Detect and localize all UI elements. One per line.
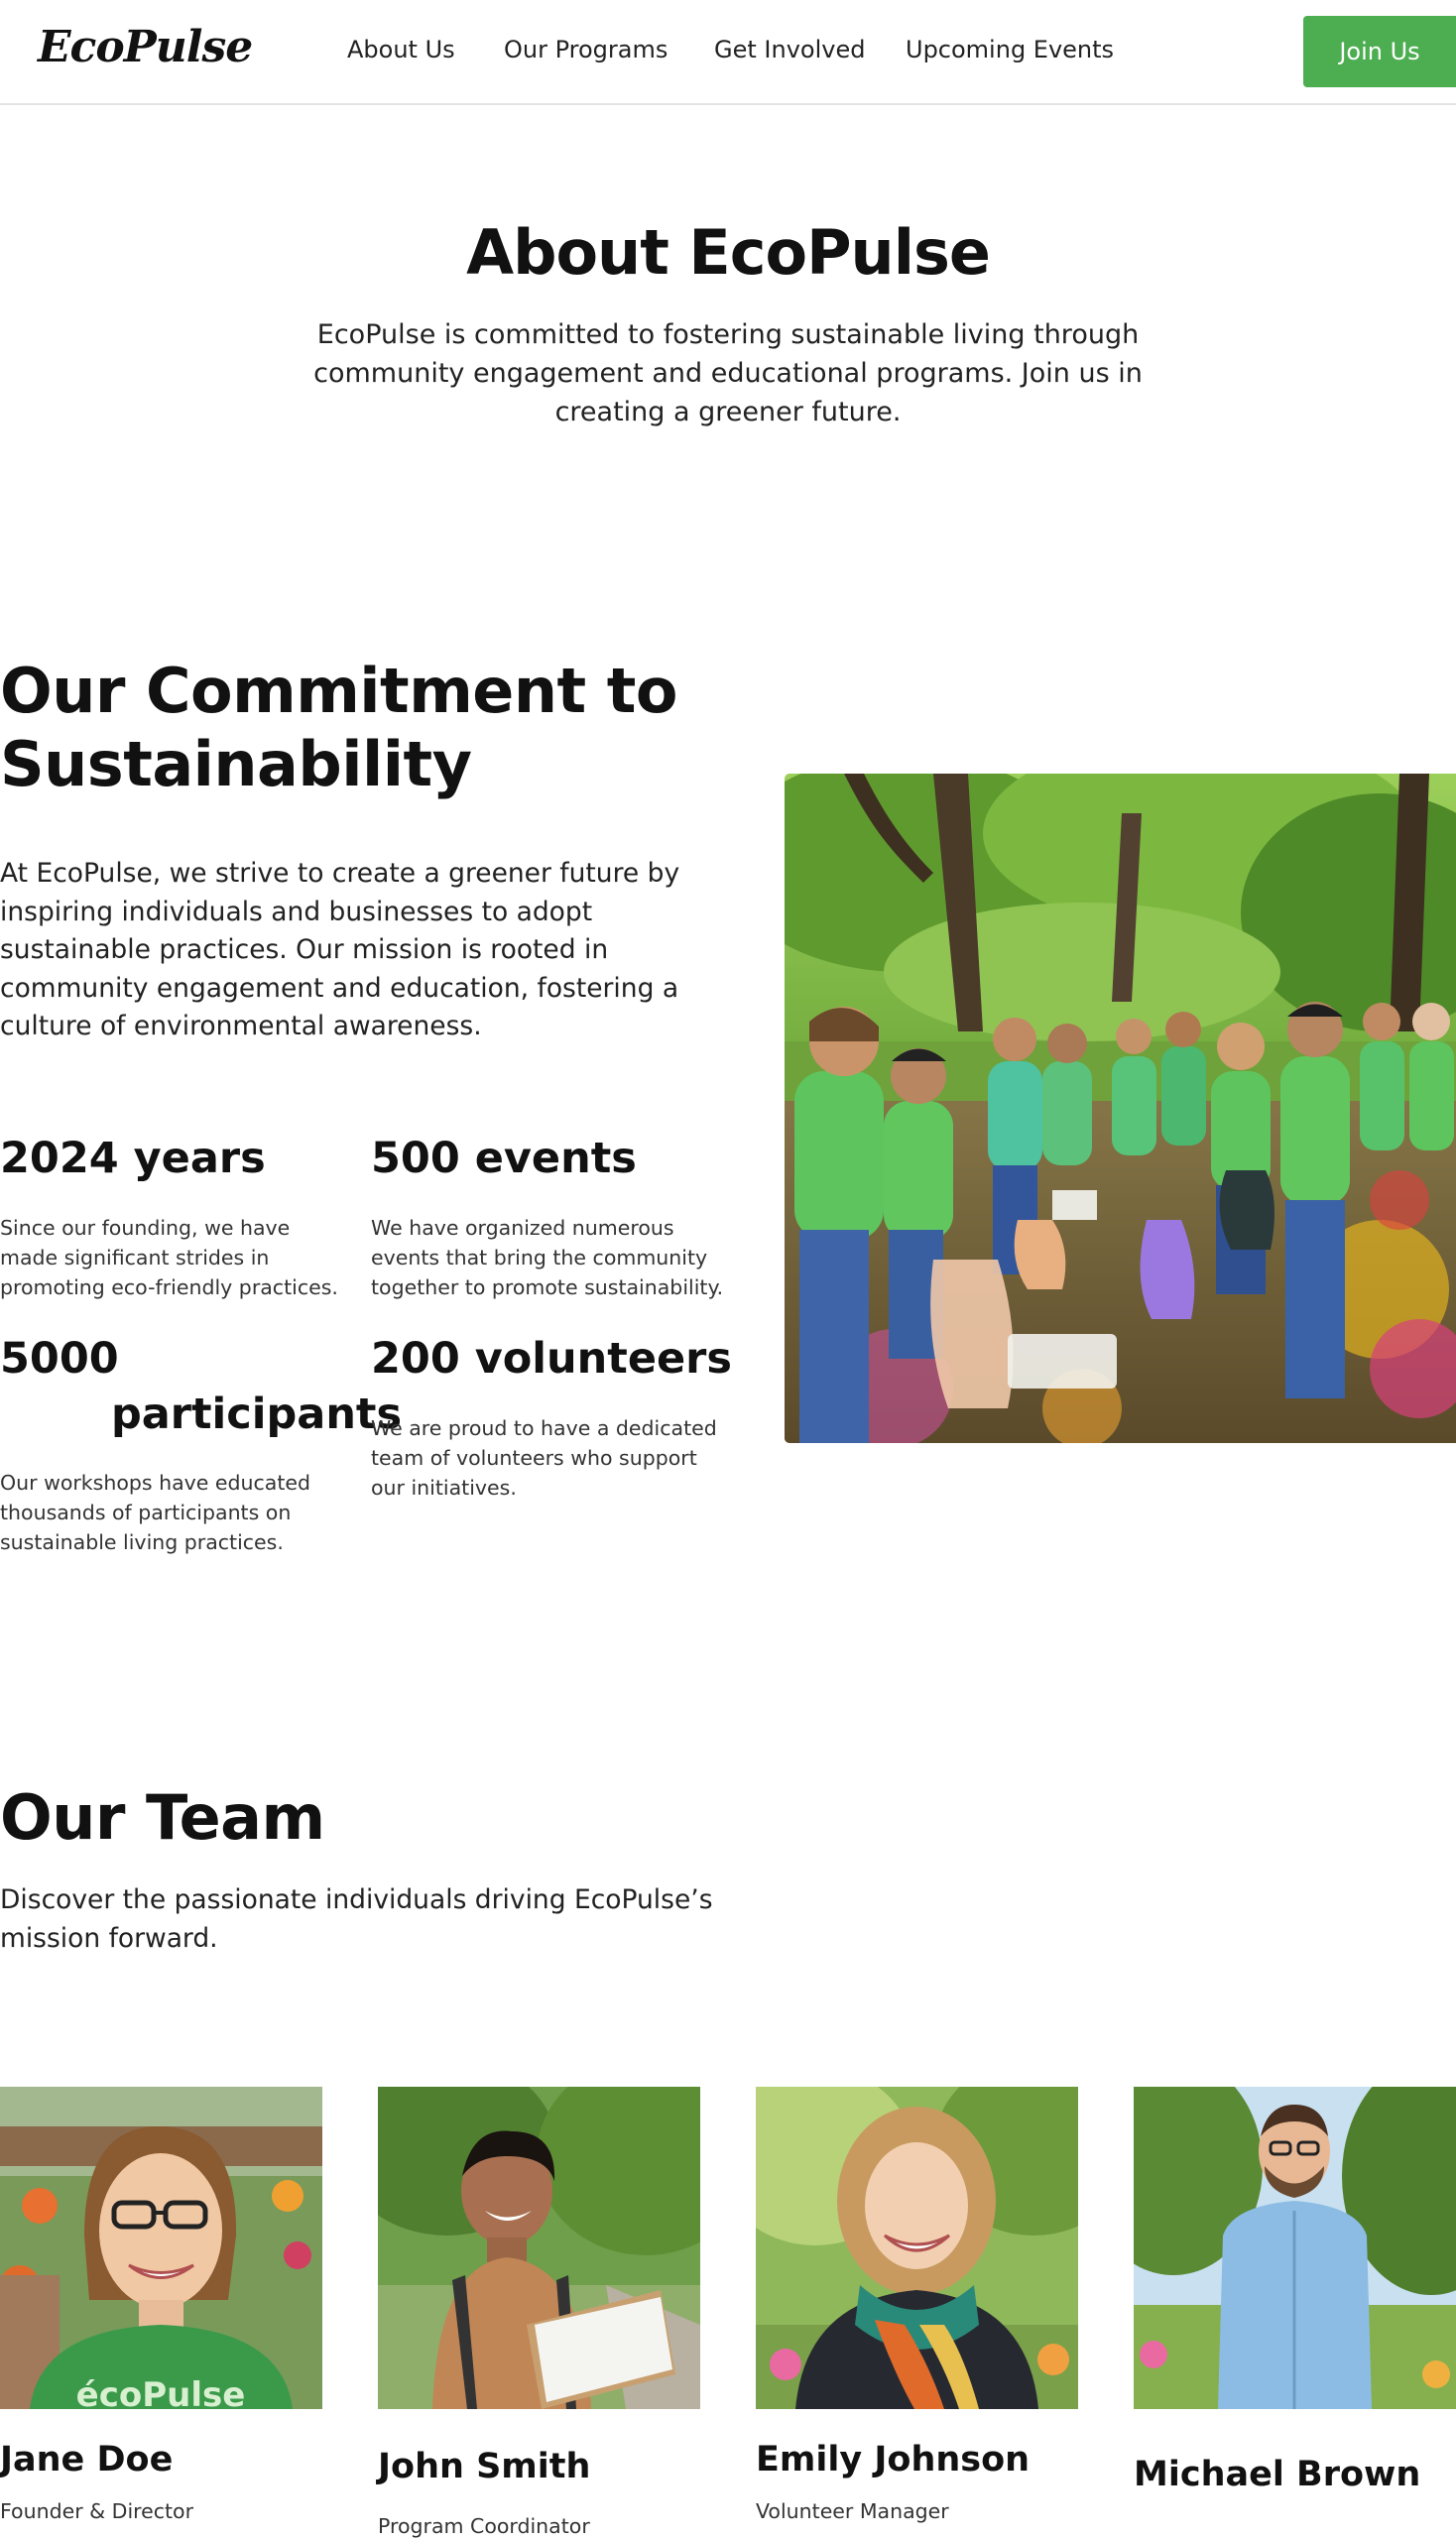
stat-participants-number: 5000 <box>0 1334 119 1384</box>
team-member-photo <box>1134 2087 1456 2409</box>
community-cleanup-photo <box>785 774 1456 1443</box>
team-member-photo <box>756 2087 1078 2409</box>
stat-events-title: 500 events <box>371 1134 637 1183</box>
logo[interactable]: EcoPulse <box>38 22 253 72</box>
commitment-title: Our Commitment to Sustainability <box>0 655 677 800</box>
nav-about-us[interactable]: About Us <box>347 36 455 63</box>
team-title: Our Team <box>0 1781 325 1854</box>
team-description: Discover the passionate individuals driving EcoPulse’s mission forward. <box>0 1884 713 1954</box>
about-description: EcoPulse is committed to fostering sustainable living through community engagement and educational programs. Join us in creating a greener future. <box>313 319 1143 427</box>
stat-participants-description: Our workshops have educated thousands of participants on sustainable living practices. <box>0 1471 311 1554</box>
site-header <box>0 0 1456 105</box>
nav-upcoming-events[interactable]: Upcoming Events <box>906 36 1115 63</box>
team-member-role: Founder & Director <box>0 2499 194 2523</box>
commitment-description: At EcoPulse, we strive to create a greener future by inspiring individuals and businesses to adopt sustainable practices. Our mission is rooted in community engagement and education, fostering a culture of environmental awareness. <box>0 858 680 1041</box>
stat-years-title: 2024 years <box>0 1134 266 1183</box>
team-member-photo <box>378 2087 700 2409</box>
team-member-name: John Smith <box>378 2447 591 2486</box>
stat-events-description: We have organized numerous events that bring the community together to promote sustainability. <box>371 1216 724 1299</box>
nav-get-involved[interactable]: Get Involved <box>714 36 866 63</box>
stat-volunteers-description: We are proud to have a dedicated team of volunteers who support our initiatives. <box>371 1416 717 1500</box>
stat-volunteers-title: 200 volunteers <box>371 1334 732 1384</box>
stat-participants-word: participants <box>111 1390 403 1439</box>
team-member-name: Michael Brown <box>1134 2455 1421 2494</box>
stat-years-description: Since our founding, we have made significant strides in promoting eco-friendly practices. <box>0 1216 338 1299</box>
about-title: About EcoPulse <box>466 216 990 289</box>
team-member-name: Jane Doe <box>0 2440 174 2479</box>
team-member-role: Program Coordinator <box>378 2514 590 2538</box>
team-member-photo <box>0 2087 322 2409</box>
team-member-role: Volunteer Manager <box>756 2499 949 2523</box>
nav-our-programs[interactable]: Our Programs <box>504 36 668 63</box>
stat-participants-title <box>0 1331 403 1442</box>
shirt-logo-text: écoPulse <box>75 2375 246 2409</box>
join-us-button[interactable]: Join Us <box>1303 16 1456 87</box>
team-member-name: Emily Johnson <box>756 2440 1031 2479</box>
